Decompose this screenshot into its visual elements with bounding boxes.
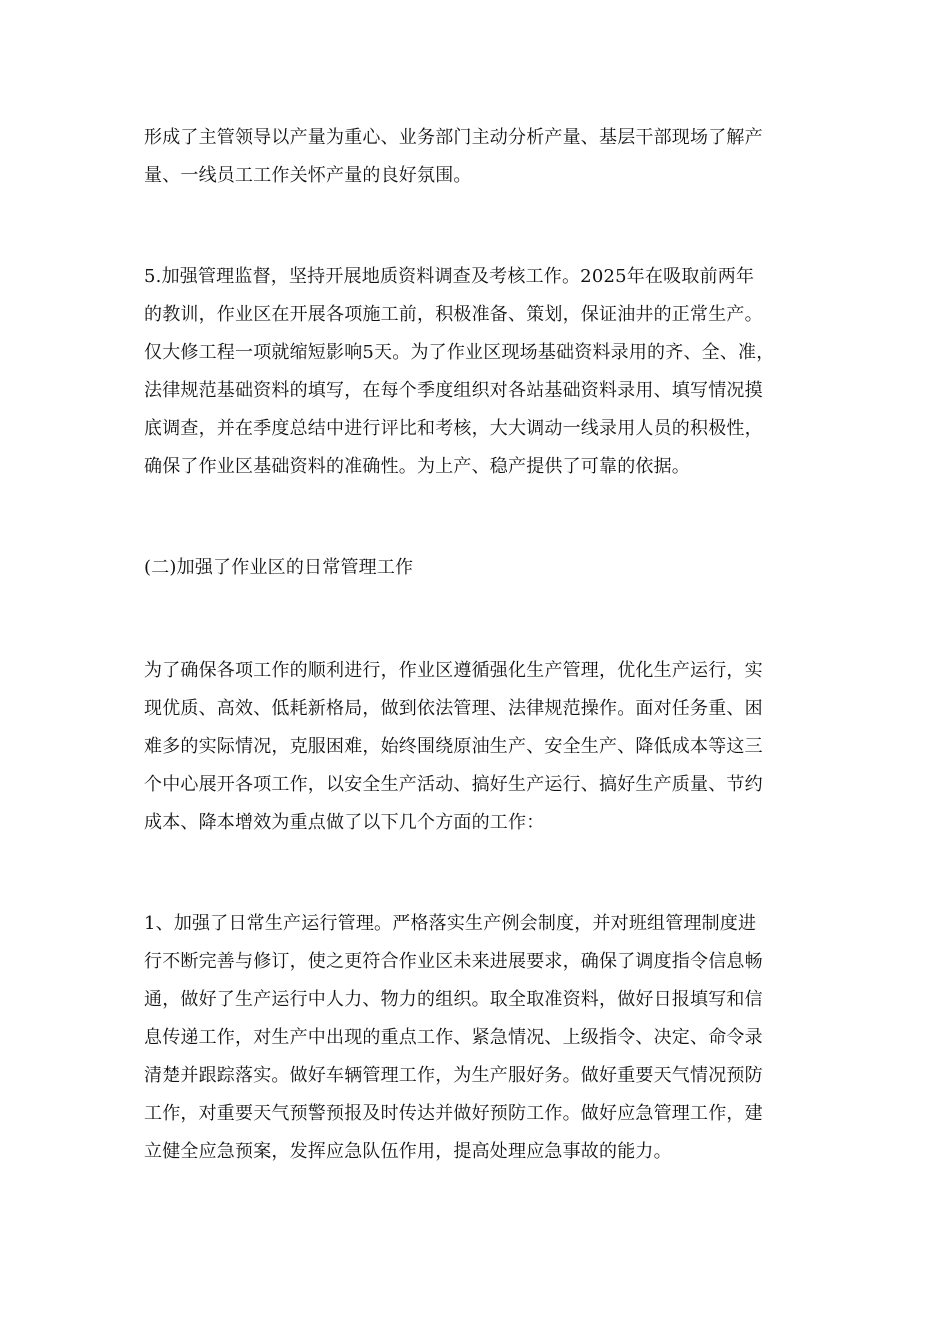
paragraph-line: 息传递工作，对生产中出现的重点工作、紧急情况、上级指令、决定、命令录 bbox=[144, 1027, 763, 1048]
paragraph-line: 5.加强管理监督，坚持开展地质资料调查及考核工作。2025年在吸取前两年 bbox=[144, 266, 755, 287]
paragraph-line: 行不断完善与修订，使之更符合作业区未来进展要求，确保了调度指令信息畅 bbox=[144, 951, 763, 972]
paragraph-line: 个中心展开各项工作，以安全生产活动、搞好生产运行、搞好生产质量、节约 bbox=[144, 774, 763, 795]
paragraph-line: 仅大修工程一项就缩短影响5天。为了作业区现场基础资料录用的齐、全、准， bbox=[144, 342, 775, 363]
paragraph-line: 的教训，作业区在开展各项施工前，积极准备、策划，保证油井的正常生产。 bbox=[144, 304, 763, 325]
paragraph-line: 法律规范基础资料的填写，在每个季度组织对各站基础资料录用、填写情况摸 bbox=[144, 380, 763, 401]
paragraph-line: 立健全应急预案，发挥应急队伍作用，提高处理应急事故的能力。 bbox=[144, 1141, 672, 1162]
paragraph-line: 确保了作业区基础资料的准确性。为上产、稳产提供了可靠的依据。 bbox=[144, 456, 690, 477]
paragraph-line: 1、加强了日常生产运行管理。严格落实生产例会制度，并对班组管理制度进 bbox=[144, 913, 757, 934]
paragraph-line: 为了确保各项工作的顺利进行，作业区遵循强化生产管理，优化生产运行，实 bbox=[144, 660, 763, 681]
paragraph-line: 量、一线员工工作关怀产量的良好氛围。 bbox=[144, 165, 472, 186]
paragraph-line: 清楚并跟踪落实。做好车辆管理工作，为生产服好务。做好重要天气情况预防 bbox=[144, 1065, 763, 1086]
paragraph-line: 底调查，并在季度总结中进行评比和考核，大大调动一线录用人员的积极性， bbox=[144, 418, 763, 439]
paragraph-line: 成本、降本增效为重点做了以下几个方面的工作： bbox=[144, 812, 545, 833]
paragraph-line: 难多的实际情况，克服困难，始终围绕原油生产、安全生产、降低成本等这三 bbox=[144, 736, 763, 757]
paragraph-line: 现优质、高效、低耗新格局，做到依法管理、法律规范操作。面对任务重、困 bbox=[144, 698, 763, 719]
paragraph-line: 通，做好了生产运行中人力、物力的组织。取全取准资料，做好日报填写和信 bbox=[144, 989, 763, 1010]
paragraph-line: 工作，对重要天气预警预报及时传达并做好预防工作。做好应急管理工作，建 bbox=[144, 1103, 763, 1124]
section-heading: (二)加强了作业区的日常管理工作 bbox=[144, 557, 414, 578]
paragraph-line: 形成了主管领导以产量为重心、业务部门主动分析产量、基层干部现场了解产 bbox=[144, 127, 763, 148]
